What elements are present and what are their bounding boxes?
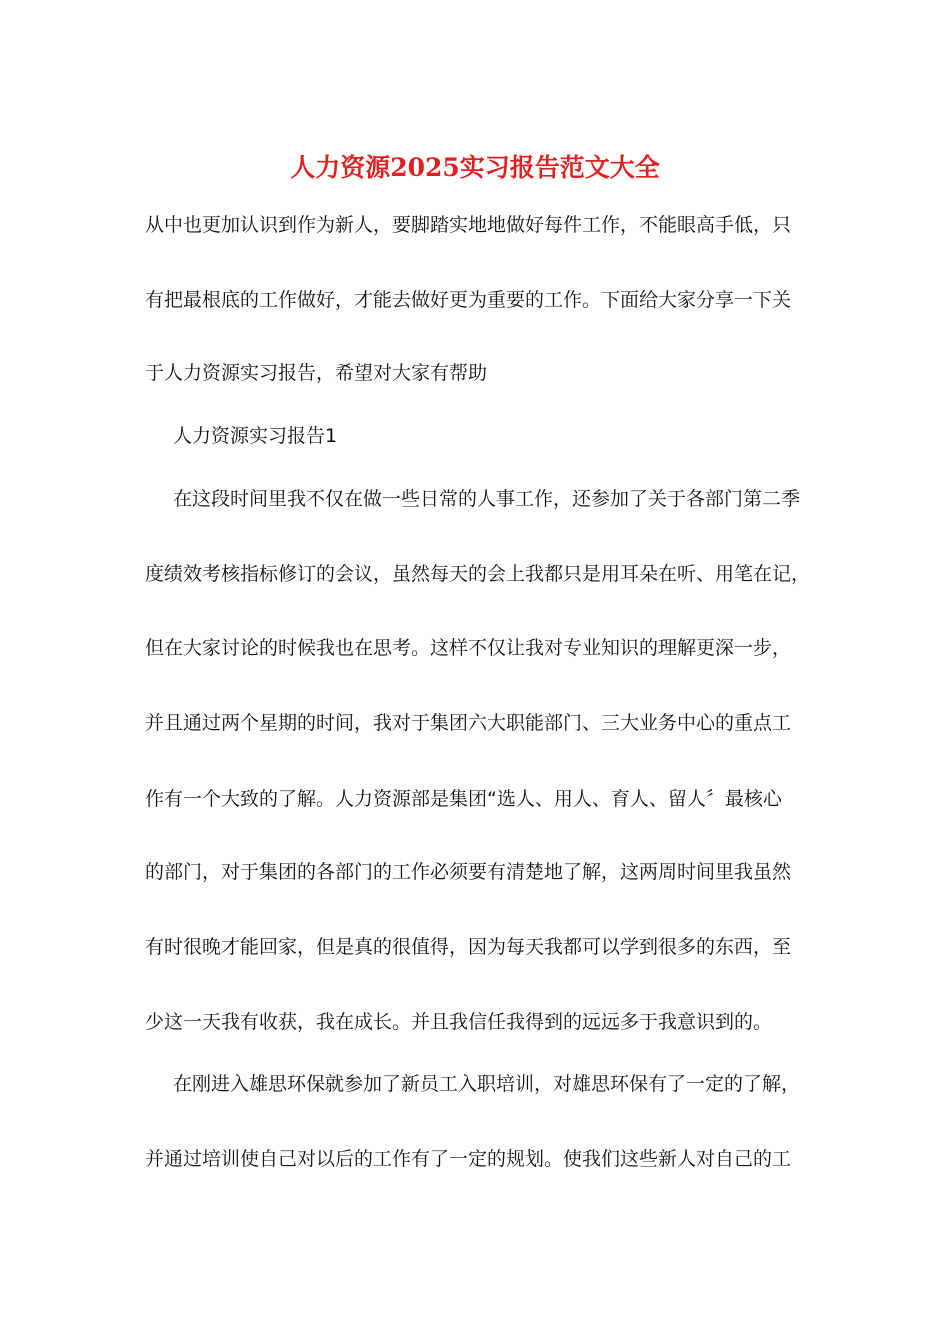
paragraph-line: 作有一个大致的了解。人力资源部是集团“选人、用人、育人、留人〞最核心 (145, 788, 782, 810)
paragraph-line: 并且通过两个星期的时间，我对于集团六大职能部门、三大业务中心的重点工 (145, 712, 792, 734)
paragraph-line: 但在大家讨论的时候我也在思考。这样不仅让我对专业知识的理解更深一步， (145, 637, 792, 659)
paragraph-line: 有把最根底的工作做好，才能去做好更为重要的工作。下面给大家分享一下关 (145, 289, 792, 311)
paragraph-line: 于人力资源实习报告，希望对大家有帮助 (145, 362, 488, 384)
paragraph-line: 从中也更加认识到作为新人，要脚踏实地地做好每件工作，不能眼高手低，只 (145, 214, 792, 236)
paragraph-line: 在这段时间里我不仅在做一些日常的人事工作，还参加了关于各部门第二季 (173, 488, 801, 510)
paragraph-line: 的部门，对于集团的各部门的工作必须要有清楚地了解，这两周时间里我虽然 (145, 861, 792, 883)
paragraph-line: 少这一天我有收获，我在成长。并且我信任我得到的远远多于我意识到的。 (145, 1011, 773, 1033)
paragraph-line: 度绩效考核指标修订的会议，虽然每天的会上我都只是用耳朵在听、用笔在记， (145, 563, 811, 585)
paragraph-line: 有时很晚才能回家，但是真的很值得，因为每天我都可以学到很多的东西，至 (145, 936, 792, 958)
paragraph-line: 并通过培训使自己对以后的工作有了一定的规划。使我们这些新人对自己的工 (145, 1148, 792, 1170)
section-heading: 人力资源实习报告1 (173, 425, 338, 447)
document-title: 人力资源2025实习报告范文大全 (290, 153, 660, 182)
paragraph-line: 在刚进入雄思环保就参加了新员工入职培训，对雄思环保有了一定的了解， (173, 1073, 801, 1095)
